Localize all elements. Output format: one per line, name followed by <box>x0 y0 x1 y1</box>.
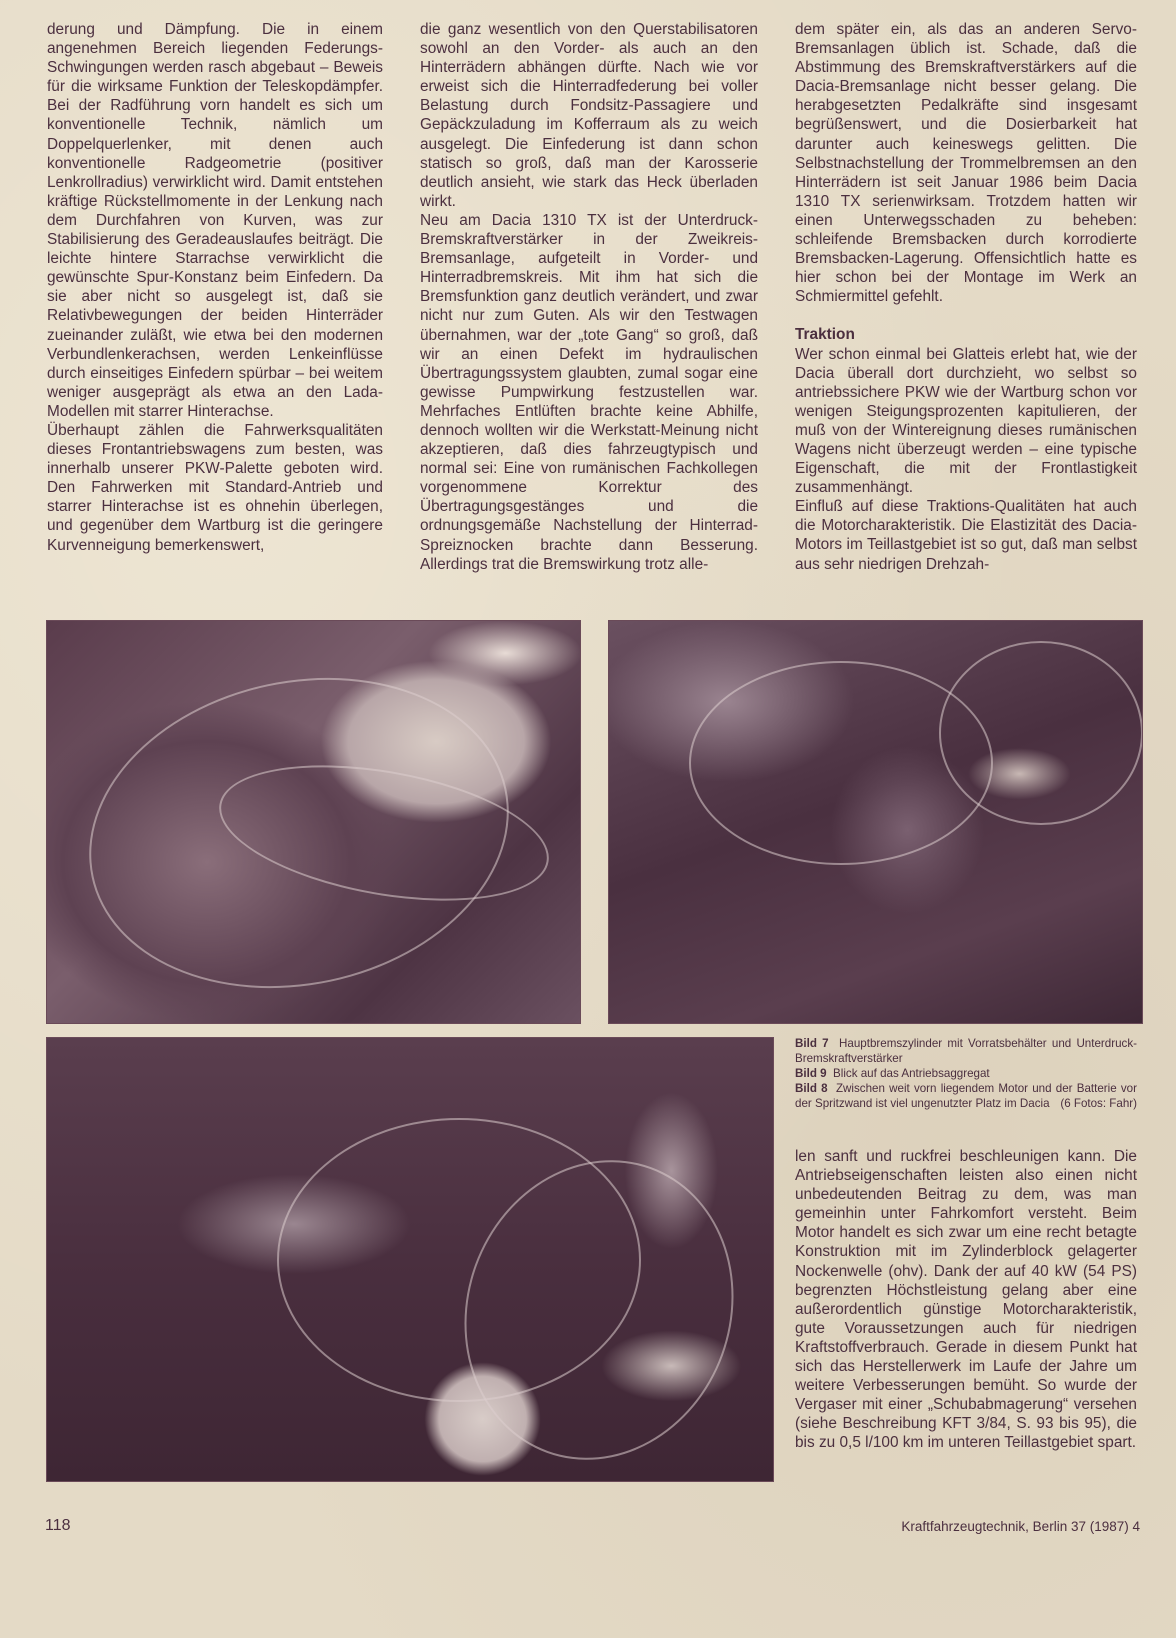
journal-reference: Kraftfahrzeugtechnik, Berlin 37 (1987) 4 <box>901 1519 1140 1534</box>
text-column-2 <box>420 20 758 574</box>
photo-credit: (6 Fotos: Fahr) <box>1060 1097 1137 1110</box>
caption-bild-9: Bild 9 Blick auf das Antriebsaggregat <box>795 1067 990 1080</box>
paragraph: die ganz wesentlich von den Querstabilisatoren sowohl an den Vorder- als auch an den Hinterrädern abhängen dürfte. Nach wie vor erweist sich die Hinterradfederung bei voller Belastung durch Fondsitz-Passagiere und Gepäckzuladung im Kofferraum als zu weich ausgelegt. Die Einfederung ist dann schon statisch so groß, daß man der Karosserie deutlich ansieht, wie stark das Heck überladen wirkt. <box>420 21 758 210</box>
paragraph: Neu am Dacia 1310 TX ist der Unterdruck-Bremskraftverstärker in der Zweikreis-Bremsanlage, aufgeteilt in Vorder- und Hinterradbremskreis. Mit ihm hat sich die Bremsfunktion ganz deutlich verändert, und zwar nicht nur zum Guten. Als wir den Testwagen übernahmen, war der „tote Gang“ so groß, daß wir an einen Defekt im hydraulischen Übertragungssystem glaubten, zumal sogar eine gewisse Pumpwirkung festzustellen war. Mehrfaches Entlüften brachte keine Abhilfe, dennoch wollten wir die Werkstatt-Meinung nicht akzeptieren, daß dies fahrzeugtypisch und normal sei: Eine von rumänischen Fachkollegen vorgenommene Korrektur des Übertragungsgestänges und die ordnungsgemäße Nachstellung der Hinterrad-Spreiznocken brachte dann Besserung. Allerdings trat die Bremswirkung trotz alle- <box>420 211 758 573</box>
paragraph: Einfluß auf diese Traktions-Qualitäten hat auch die Motorcharakteristik. Die Elastizität des Dacia-Motors im Teillastgebiet ist so gut, daß man selbst aus sehr niedrigen Drehzah- <box>795 498 1137 573</box>
caption-bild-8: Bild 8 Zwischen weit vorn liegendem Motor und der Batterie vor der Spritzwand ist viel ungenutzter Platz im Dacia <box>795 1082 1137 1110</box>
photo-detail <box>939 641 1143 825</box>
paragraph: len sanft und ruckfrei beschleunigen kann. Die Antriebseigenschaften leisten also einen nicht unbedeutenden Beitrag zu dem, was man gemeinhin unter Fahrkomfort versteht. Beim Motor handelt es sich zwar um eine recht betagte Konstruktion mit im Zylinderblock gelagerter Nockenwelle (ohv). Dank der auf 40 kW (54 PS) begrenzten Höchstleistung gelang aber eine außerordentlich günstige Motorcharakteristik, gute Voraussetzungen auch für niedrigen Kraftstoffverbrauch. Gerade in diesem Punkt hat sich das Herstellerwerk im Laufe der Jahre um weitere Verbesserungen bemüht. So wurde der Vergaser mit einer „Schubabmagerung“ versehen (siehe Beschreibung KFT 3/84, S. 93 bis 95), die bis zu 0,5 l/100 km im unteren Teillastgebiet spart. <box>795 1148 1137 1452</box>
photo-bild-8-engine-bay <box>46 1037 774 1482</box>
photo-bild-7-brake-cylinder <box>46 620 581 1024</box>
paragraph: Wer schon einmal bei Glatteis erlebt hat, wie der Dacia überall dort durchzieht, wo selbst so antriebssichere PKW wie der Wartburg schon vor wenigen Steigungsprozenten kapitulieren, der muß von der Wintereignung dieses rumänischen Wagens nicht überzeugt werden – eine typische Eigenschaft, die mit der Frontlastigkeit zusammenhängt. <box>795 345 1137 497</box>
caption-bild-7: Bild 7 Hauptbremszylinder mit Vorratsbehälter und Unterdruck-Bremskraftverstärker <box>795 1037 1137 1065</box>
paragraph: derung und Dämpfung. Die in einem angenehmen Bereich liegenden Federungs-Schwingungen werden rasch abgebaut – Beweis für die wirksame Funktion der Teleskopdämpfer. Bei der Radführung vorn handelt es sich um konventionelle Technik, nämlich um Doppelquerlenker, mit denen auch konventionelle Radgeometrie (positiver Lenkrollradius) verwirklicht wird. Damit entstehen kräftige Rückstellmomente in der Lenkung nach dem Durchfahren von Kurven, was zur Stabilisierung des Geradeauslaufes beiträgt. Die leichte hintere Starrachse verwirklicht die gewünschte Spur-Konstanz beim Einfedern. Da sie aber nicht so ausgelegt ist, daß sie Relativbewegungen der beiden Hinterräder zueinander zuläßt, wie etwa bei den modernen Verbundlenkerachsen, werden Lenkeinflüsse durch einseitiges Einfedern spürbar – bei weitem weniger ausgeprägt als etwa an den Lada-Modellen mit starrer Hinterachse. <box>47 21 383 420</box>
text-column-3 <box>795 20 1137 574</box>
figure-captions <box>795 1036 1137 1111</box>
section-heading-traktion: Traktion <box>795 326 855 344</box>
text-column-1 <box>47 20 383 555</box>
photo-bild-9-drive-unit <box>608 620 1143 1024</box>
text-column-3-continued <box>795 1147 1137 1453</box>
paragraph: dem später ein, als das an anderen Servo-Bremsanlagen üblich ist. Schade, daß die Abstimmung des Bremskraftverstärkers auf die Dacia-Bremsanlage nicht besser gelang. Die herabgesetzten Pedalkräfte sind insgesamt begrüßenswert, und die Dosierbarkeit hat darunter auch keineswegs gelitten. Die Selbstnachstellung der Trommelbremsen an den Hinterrädern ist seit Januar 1986 beim Dacia 1310 TX serienwirksam. Trotzdem hatten wir einen Unterwegsschaden zu beheben: schleifende Bremsbacken durch korrodierte Bremsbacken-Lagerung. Offensichtlich hatte es hier schon bei der Montage im Werk an Schmiermittel gefehlt. <box>795 21 1137 306</box>
page-number: 118 <box>45 1517 71 1534</box>
paragraph: Überhaupt zählen die Fahrwerksqualitäten dieses Frontantriebswagens zum besten, was innerhalb unserer PKW-Palette geboten wird. Den Fahrwerken mit Standard-Antrieb und starrer Hinterachse ist es ohnehin überlegen, und gegenüber dem Wartburg ist die geringere Kurvenneigung bemerkenswert, <box>47 421 383 554</box>
